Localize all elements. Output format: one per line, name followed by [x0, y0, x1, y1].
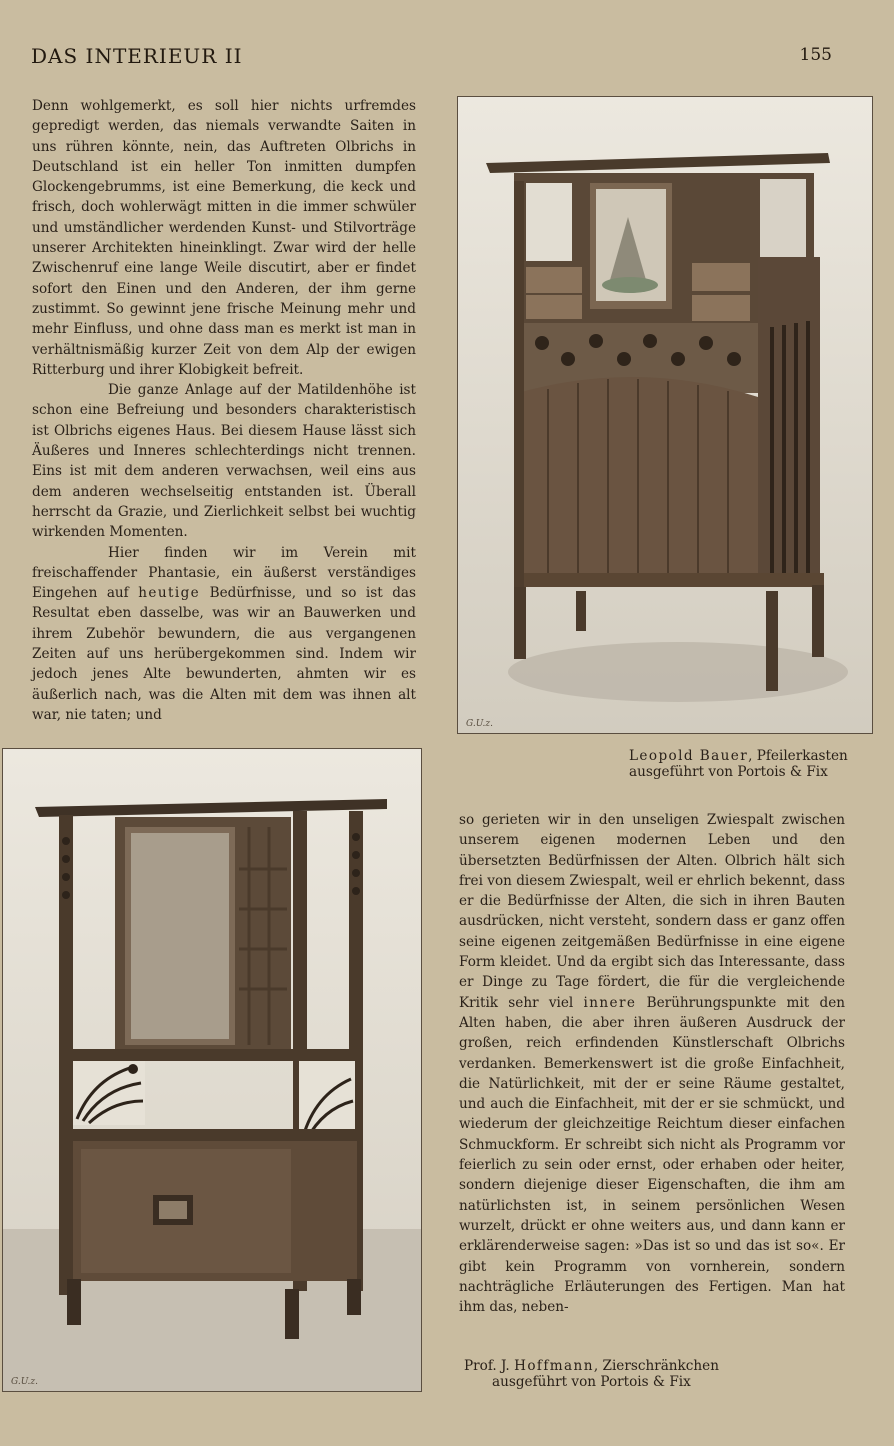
text-column-right — [459, 810, 845, 1317]
object-title: , Zierschränkchen — [593, 1358, 719, 1374]
pillar-cabinet-illustration — [458, 97, 872, 733]
emphasized-word: innere — [583, 994, 637, 1011]
page-number: 155 — [799, 45, 832, 65]
photographer-signature: G.U.z. — [11, 1377, 38, 1387]
paragraph-text: Bedürfnisse, und so ist das Resultat eben dasselbe, was wir an Bauwerken und ihrem Zubehör bewundern, die aus vergangenen Zeiten auf uns herübergekommen sind. Indem wir jedoch jenes Alte bewunderten, ahmten wir es äußerlich nach, was die Alten mit dem was ihnen alt war, nie taten; und — [32, 585, 416, 723]
designer-name: Hoffmann — [514, 1358, 594, 1374]
paragraph — [459, 810, 845, 1317]
emphasized-word: heutige — [138, 585, 201, 602]
paragraph-text: so gerieten wir in den unseligen Zwiespalt zwischen unserem eigenen modernen Leben und den übersetzten Bedürfnissen der Alten. Olbrich hält sich frei von diesem Zwiespalt, weil er ehrlich bekennt, dass er die Bedürfnisse der Alten, die sich in ihren Bauten ausdrücken, nicht versteht, sondern dass er ganz offen seine eigenen zeitgemäßen Bedürfnisse in eine eigene Form kleidet. Und da ergibt sich das Interessante, dass er Dinge zu Tage fördert, die für die vergleichende Kritik sehr viel — [459, 812, 845, 1011]
paragraph — [32, 543, 416, 726]
photographer-signature: G.U.z. — [466, 719, 493, 729]
object-title: , Pfeilerkasten — [748, 748, 848, 764]
manufacturer-line: ausgeführt von Portois & Fix — [492, 1374, 691, 1390]
designer-title: Prof. J. — [464, 1358, 515, 1374]
designer-name: Leopold Bauer — [629, 748, 749, 764]
paragraph-text: Hier finden wir im Verein mit freischaffender Phantasie, ein äußerst verständiges Eingehen auf — [32, 544, 416, 602]
display-cabinet-illustration — [3, 749, 421, 1391]
paragraph-text: Berührungspunkte mit den Alten haben, die aber ihren äußeren Ausdruck der großen, reich erfindenden Künstlerschaft Olbrichs verdanken. Bemerkenswert ist die große Einfachheit, die Natürlichkeit, mit der er seine Räume gestaltet, und auch die Einfachheit, mit der er sie schmückt, und wiederum der gleichzeitige Reichtum dieser einfachen Schmuckform. Er schreibt sich nicht als Programm vor feierlich zu sein oder ernst, oder erhaben oder heiter, sondern diejenige dieser Eigenschaften, die ihm am natürlichsten ist, in seinem persönlichen Wesen wurzelt, drückt er ohne weiters aus, und dann kann er erklärenderweise sagen: »Das ist so und das ist so«. Er gibt kein Programm von vornherein, sondern nachträgliche Erläuterungen des Fertigen. Man hat ihm das, neben- — [459, 994, 845, 1316]
photo-display-cabinet — [2, 748, 422, 1392]
caption-display-cabinet — [464, 1358, 719, 1390]
manufacturer-line: ausgeführt von Portois & Fix — [629, 764, 828, 780]
caption-pillar-cabinet — [629, 748, 848, 780]
journal-title: DAS INTERIEUR II — [31, 44, 243, 68]
paragraph: Denn wohlgemerkt, es soll hier nichts urfremdes gepredigt werden, das niemals verwandte Saiten in uns rühren könnte, nein, das Auftreten Olbrichs in Deutschland ist ein heller Ton inmitten dumpfen Glockengebrumms, ist eine Bemerkung, die keck und frisch, doch wohlerwägt mitten in die immer schwüler und umständlicher werdenden Kunst- und Stilvorträge unserer Architekten hineinklingt. Zwar wird der helle Zwischenruf eine lange Weile discutirt, aber er findet sofort den Einen und den Anderen, der ihm gerne zustimmt. So gewinnt jene frische Meinung mehr und mehr Einfluss, und ohne dass man es merkt ist man in verhältnismäßig kurzer Zeit von dem Alp der ewigen Ritterburg und ihrer Klobigkeit befreit. — [32, 98, 416, 378]
text-column-left — [32, 96, 416, 725]
paragraph: Die ganze Anlage auf der Matildenhöhe ist schon eine Befreiung und besonders charakteristisch ist Olbrichs eigenes Haus. Bei diesem Hause lässt sich Äußeres und Inneres schlechterdings nicht trennen. Eins ist mit dem anderen verwachsen, weil eins aus dem anderen wechselseitig entstanden ist. Überall herrscht da Grazie, und Zierlichkeit selbst bei wuchtig wirkenden Momenten. — [32, 382, 416, 541]
photo-pillar-cabinet — [457, 96, 873, 734]
